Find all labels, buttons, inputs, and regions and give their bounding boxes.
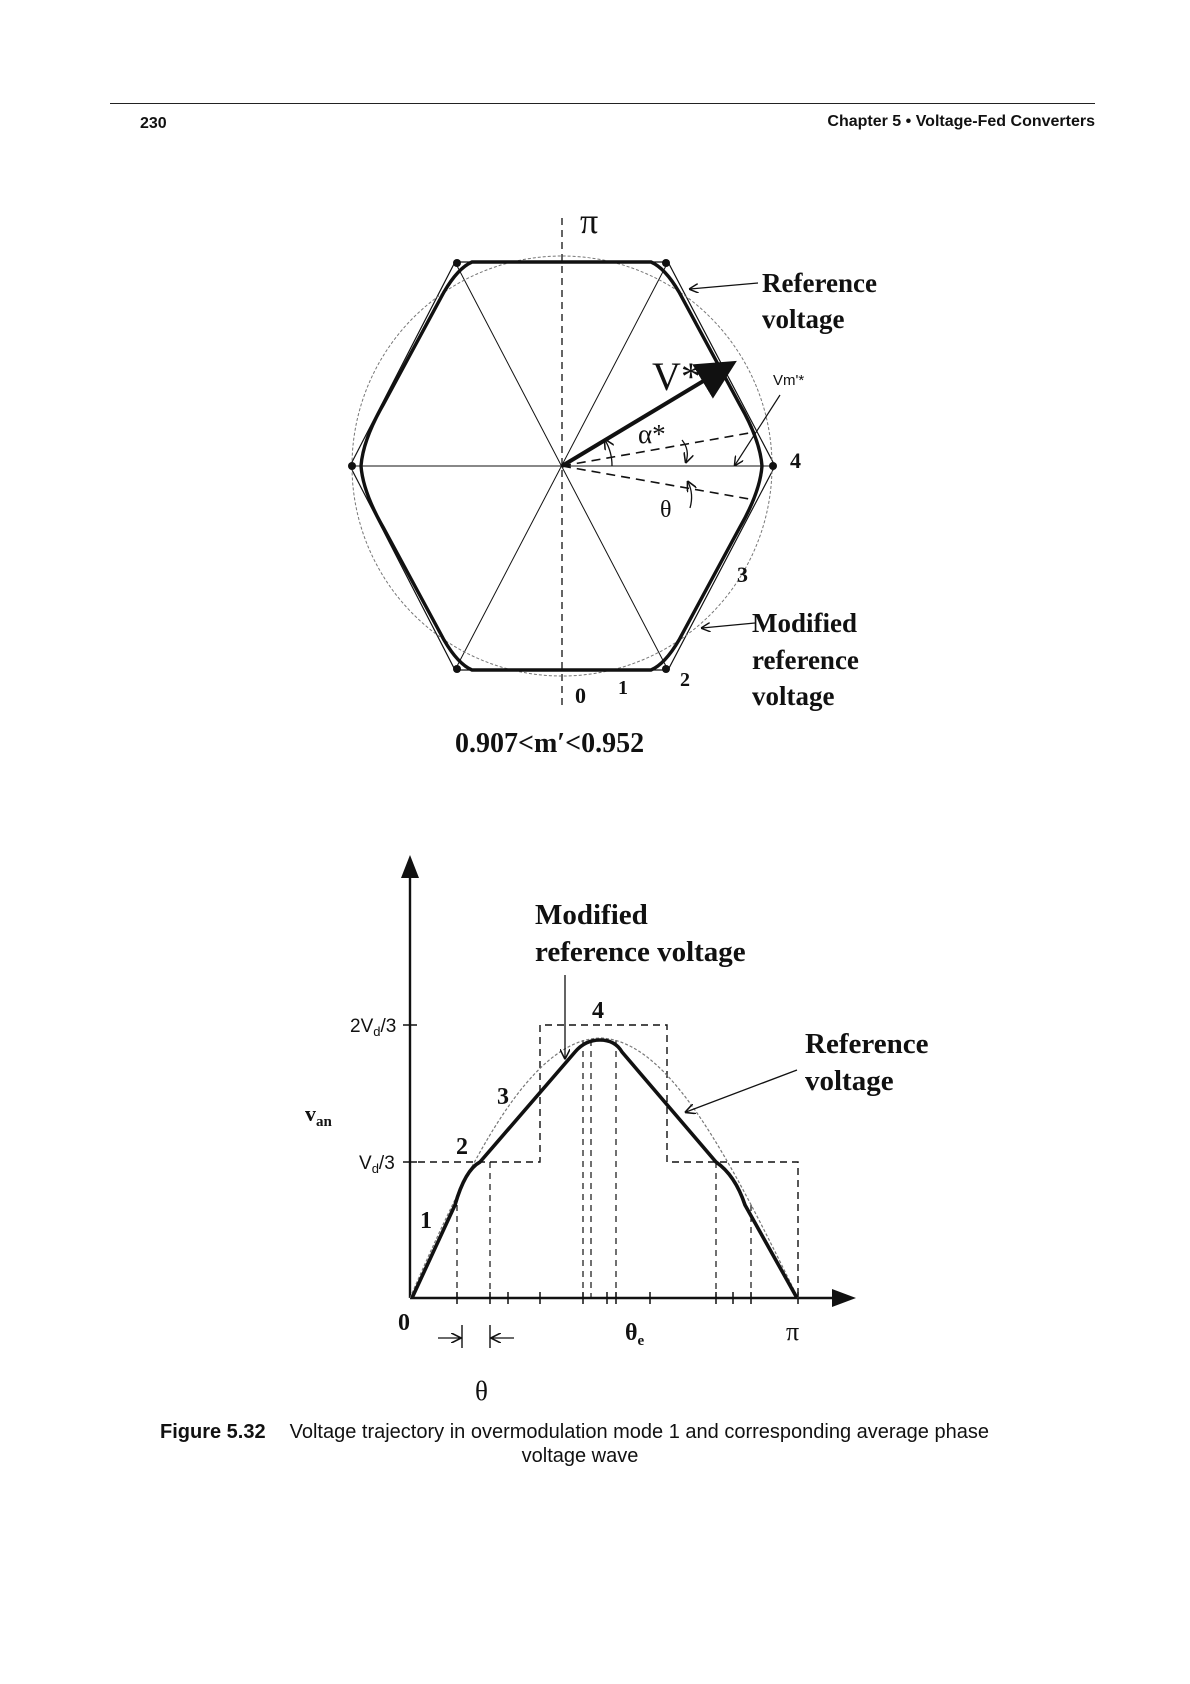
ytick-label-high: $2V_d/3$ (350, 1016, 397, 1039)
v-star-label: V* (652, 354, 701, 399)
vm-label: Vm'* (773, 372, 805, 389)
theta-e-label: $\theta_e$ (625, 1320, 645, 1349)
segment-2-label: 2 (456, 1134, 468, 1160)
figure-caption (160, 1420, 1090, 1468)
modified-label-line1: Modified (752, 608, 857, 638)
v-star-vector (562, 365, 730, 466)
alpha-arc (605, 440, 612, 466)
hexagon-diagram (348, 218, 780, 708)
page-number: 230 (140, 115, 167, 132)
xtick-label-pi: π (786, 1317, 800, 1346)
reference-label-line1: Reference (762, 268, 877, 298)
reference-sinusoid (410, 1038, 798, 1298)
x-axis-arrowhead (832, 1289, 856, 1307)
dashed-angle-line (562, 466, 755, 500)
xtick-label-zero: 0 (398, 1310, 410, 1336)
caption-text-line1: Voltage trajectory in overmodulation mode 1 and corresponding average phase (289, 1421, 989, 1443)
reference-label-line2: voltage (762, 304, 845, 334)
modified-label-bottom-line1: Modified (535, 899, 648, 931)
point-2-label: 2 (680, 669, 690, 691)
modified-pointer (702, 623, 755, 628)
segment-1-label: 1 (420, 1208, 432, 1234)
point-4-label: 4 (790, 448, 801, 473)
y-axis-arrowhead (401, 855, 419, 878)
modified-waveform (412, 1040, 797, 1298)
modified-label-line2: reference (752, 645, 859, 675)
point-3-label: 3 (737, 562, 748, 587)
reference-pointer (690, 283, 758, 289)
point-1-label: 1 (618, 677, 628, 699)
theta-interval-label: θ (475, 1376, 488, 1406)
reference-label-bottom-line2: voltage (805, 1065, 894, 1097)
y-axis-label: $v_{an}$ (305, 1101, 332, 1130)
theta-arrow (688, 482, 692, 508)
theta-label-top: θ (660, 497, 672, 523)
modified-label-bottom-line2: reference voltage (535, 936, 746, 968)
segment-4-label: 4 (592, 998, 604, 1024)
caption-text-line2: voltage wave (521, 1445, 639, 1467)
m-range-label: 0.907<m′<0.952 (455, 728, 645, 759)
pi-label-top: π (580, 201, 599, 241)
point-0-label: 0 (575, 683, 586, 708)
reference-label-bottom-line1: Reference (805, 1028, 929, 1060)
modified-label-line3: voltage (752, 681, 835, 711)
running-head: Chapter 5 • Voltage-Fed Converters (827, 113, 1095, 130)
ytick-label-low: $V_d/3$ (359, 1153, 395, 1176)
caption-label: Figure 5.32 (160, 1421, 266, 1443)
segment-3-label: 3 (497, 1084, 509, 1110)
dashed-guides (457, 1040, 751, 1298)
alpha-label: α* (638, 419, 666, 449)
reference-pointer-bottom (686, 1070, 797, 1112)
